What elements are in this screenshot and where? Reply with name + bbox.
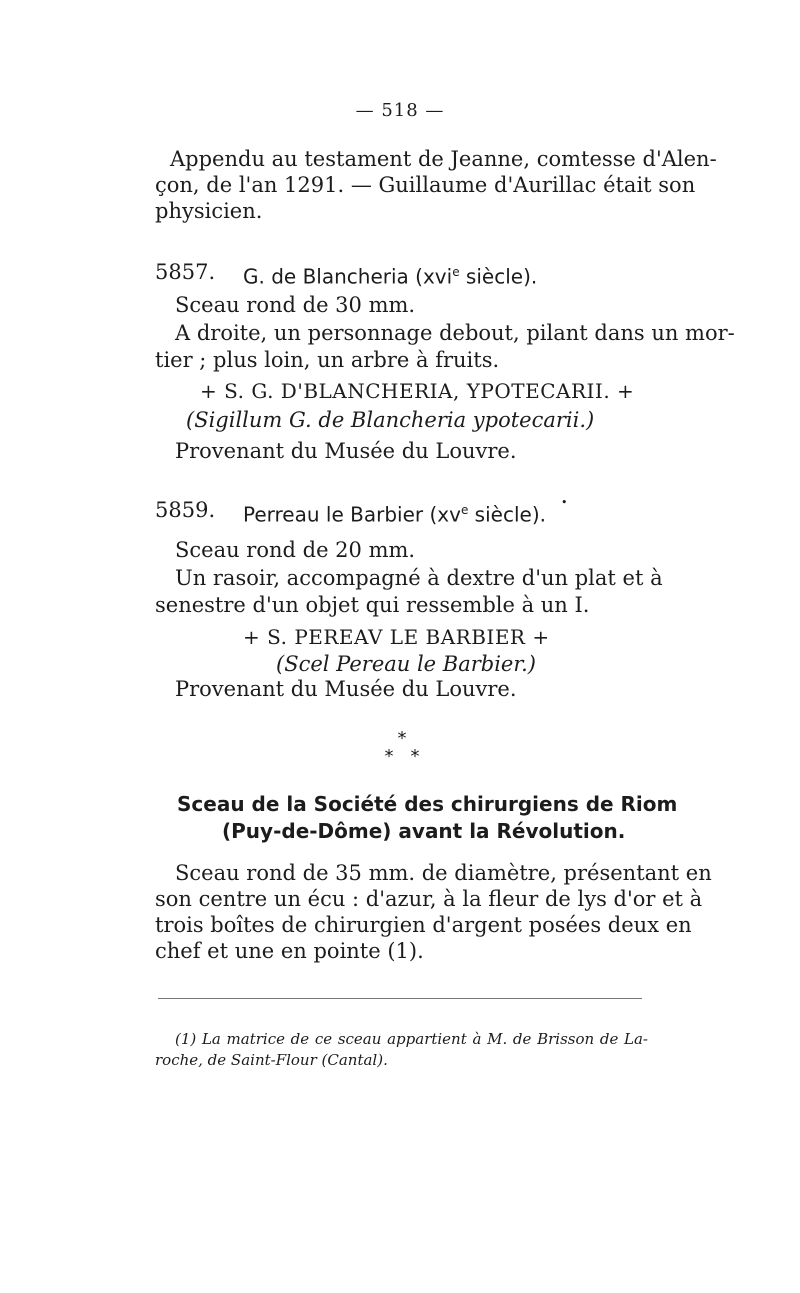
entry-5859-legend-translation: (Scel Pereau le Barbier.) xyxy=(276,652,536,676)
section-heading-line-1: Sceau de la Société des chirurgiens de Riom xyxy=(177,792,678,816)
marker-dot-icon: • xyxy=(561,496,568,509)
page-number: — 518 — xyxy=(355,100,445,121)
intro-line-1: Appendu au testament de Jeanne, comtesse d'Alen- xyxy=(170,147,717,171)
entry-5857-title-sup: e xyxy=(452,265,460,279)
entry-5857-number: 5857. xyxy=(155,260,216,284)
entry-5859-title xyxy=(243,497,546,528)
entry-5859-title-sup: e xyxy=(460,503,469,517)
section-paragraph-line-3: trois boîtes de chirurgien d'argent posées deux en xyxy=(155,913,692,937)
entry-5857-legend-translation: (Sigillum G. de Blancheria ypotecarii.) xyxy=(186,408,595,432)
section-heading-line-2: (Puy-de-Dôme) avant la Révolution. xyxy=(222,819,626,843)
entry-5859-description-2: senestre d'un objet qui ressemble à un I. xyxy=(155,593,590,617)
section-paragraph-line-2: son centre un écu : d'azur, à la fleur de lys d'or et à xyxy=(155,887,703,911)
entry-5857-provenance: Provenant du Musée du Louvre. xyxy=(175,439,517,463)
footnote-divider xyxy=(158,998,642,999)
entry-5859-title-end: siècle). xyxy=(468,502,546,527)
footnote-line-1: (1) La matrice de ce sceau appartient à M. de Brisson de La- xyxy=(175,1030,648,1048)
asterism-icon xyxy=(380,728,424,768)
entry-5859-description-1: Un rasoir, accompagné à dextre d'un plat et à xyxy=(175,566,663,590)
entry-5857-title-end: siècle). xyxy=(459,264,538,289)
entry-5857-size: Sceau rond de 30 mm. xyxy=(175,293,416,317)
section-paragraph-line-1: Sceau rond de 35 mm. de diamètre, présentant en xyxy=(175,861,712,885)
intro-line-3: physicien. xyxy=(155,199,263,223)
entry-5859-size: Sceau rond de 20 mm. xyxy=(175,538,416,562)
entry-5859-legend: + S. PEREAV LE BARBIER + xyxy=(243,625,550,649)
entry-5857-description-2: tier ; plus loin, un arbre à fruits. xyxy=(155,348,500,372)
entry-5857-title-text: G. de Blancheria (xvi xyxy=(243,264,453,289)
intro-line-2: çon, de l'an 1291. — Guillaume d'Aurillac était son xyxy=(155,173,696,197)
entry-5859-provenance: Provenant du Musée du Louvre. xyxy=(175,677,517,701)
svg-text:*: * xyxy=(397,728,407,749)
entry-5857-description-1: A droite, un personnage debout, pilant dans un mor- xyxy=(175,321,735,345)
svg-text:*: * xyxy=(410,746,420,767)
entry-5859-title-text: Perreau le Barbier (xv xyxy=(243,502,461,527)
section-paragraph-line-4: chef et une en pointe (1). xyxy=(155,939,424,963)
entry-5857-title xyxy=(243,259,537,290)
footnote-line-2: roche, de Saint-Flour (Cantal). xyxy=(155,1051,388,1069)
svg-text:*: * xyxy=(384,746,394,767)
entry-5859-number: 5859. xyxy=(155,498,216,522)
entry-5857-legend: + S. G. D'BLANCHERIA, YPOTECARII. + xyxy=(200,379,635,403)
